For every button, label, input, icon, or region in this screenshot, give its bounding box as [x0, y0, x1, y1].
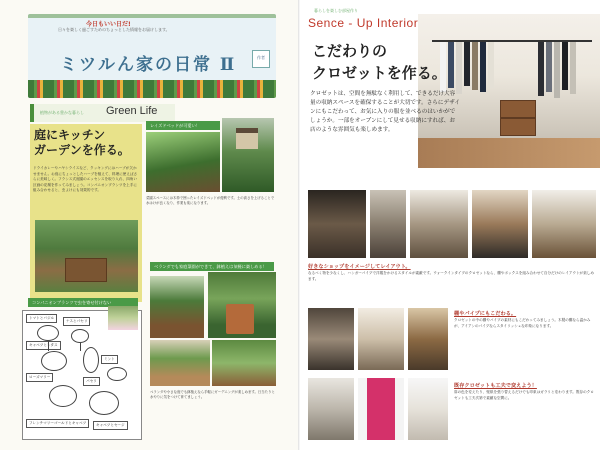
companion-caption: コンパニオンプランツで虫を寄せ付けない: [28, 298, 138, 307]
drawer-unit: [500, 118, 536, 136]
right-page: [300, 0, 603, 450]
shop-closet-photo-3: [410, 190, 468, 258]
green-life-title: Green Life: [106, 105, 158, 117]
headline-line-1: 庭にキッチン: [34, 128, 106, 142]
raised-bed-photo: [146, 132, 220, 192]
pipe-photo-3: [408, 308, 448, 370]
door-photo-3: [408, 378, 448, 440]
garment: [472, 42, 478, 90]
closet-title-line-1: こだわりの: [312, 42, 388, 60]
pipe-photo-2: [358, 308, 404, 370]
door-photo-1: [308, 378, 354, 440]
flowerbed-photo: [108, 306, 138, 330]
door-caption: 既存クロゼットも工夫で変えよう！: [454, 383, 537, 389]
garment: [562, 42, 568, 90]
magazine-banner: [28, 14, 276, 98]
eggplant-sketch: [71, 329, 89, 343]
stem-line: [48, 341, 49, 351]
author-badge: 作者: [252, 50, 270, 68]
companion-label-2: ナスとパセリ: [63, 317, 90, 326]
stem-line: [80, 343, 81, 351]
garment: [488, 42, 494, 88]
pipe-photo-1: [308, 308, 354, 370]
raised-bed-caption: レイズドベッドが可愛い！: [146, 121, 220, 130]
wood-floor: [418, 138, 600, 168]
interior-subtitle: 暮らしを楽しむ部屋作り: [314, 8, 358, 13]
shop-closet-photo-1: [308, 190, 366, 258]
door-text: 扉の色を変えたり、壁紙を張り替えるだけでも印象はガラリと変わります。既存のクロゼットも工夫次第で素敵な空間に。: [454, 390, 594, 400]
garment: [448, 42, 454, 88]
green-life-small-label: 植物がある豊かな暮らし: [40, 110, 84, 115]
magazine-title: ミツルん家の日常 Ⅱ: [60, 55, 237, 75]
door-photo-pink: [358, 378, 404, 440]
cabbage-sketch: [41, 351, 67, 371]
greenhouse-photo: [222, 118, 274, 192]
leaf-border: [28, 14, 276, 18]
garment: [554, 42, 560, 98]
raised-bed-body: 菜園スペースには木枠で囲ったレイズドベッドが便利です。土の高さを上げることで水はけが良くなり、作業も楽になります。: [146, 196, 275, 206]
tomato-sketch: [37, 325, 59, 341]
shop-closet-photo-5: [532, 190, 596, 258]
banner-subline: 日々を楽しく過ごすためのちょっとした情報をお届けします。: [58, 27, 170, 32]
kitchen-garden-photo: [35, 220, 138, 292]
companion-label-4: ミント: [101, 355, 118, 364]
companion-label-1: トマトとバジル: [26, 314, 57, 323]
companion-label-5: パセリ: [83, 377, 100, 386]
garment: [546, 42, 552, 92]
rosemary-sketch: [49, 385, 77, 407]
closet-title-line-2: クロゼットを作る。: [312, 64, 447, 82]
pot-row-photo: [150, 340, 210, 386]
pipe-text: クロゼットの中の棚やパイプの素材にもこだわってみましょう。木製の棚なら温かみが、アイアンのパイプならスタイリッシュな印象になります。: [454, 318, 591, 328]
pots-body: ベランダや小さな庭でも鉢植えなら手軽にガーデニングが楽しめます。日当たりと水やりに気をつけて育てましょう。: [150, 390, 275, 400]
potted-plant-photo: [208, 272, 276, 338]
companion-label-7: フレンチマリーゴールドとキャベツ: [26, 419, 89, 428]
shop-text: なるべく物を少なくし、ハンガーパイプで洋服をかけるスタイルが素敵です。ウォークインタイプのクロゼットなら、棚やボックスを組み合わせて自分だけのレイアウトが楽しめます。: [308, 271, 594, 281]
kitchen-garden-headline: [34, 128, 130, 158]
garment: [464, 42, 470, 86]
headline-line-2: ガーデンを作る。: [34, 143, 130, 157]
companion-label-8: キャベツとセージ: [93, 421, 128, 430]
closet-intro: クロゼットは、空間を無駄なく利用して、できるだけ大容量の収納スペースを確保することが大切です。さらにデザインにもこだわって、お気に入りの服を並べるのはいかがでしょうか。一部をオープンにして見せる収納にすれば、お店のような雰囲気も楽しめます。: [310, 91, 460, 133]
companion-label-6: ローズマリー: [26, 373, 53, 382]
bed-sketch: [89, 391, 119, 415]
shop-caption: 好きなショップをイメージしてレイアウト。: [308, 264, 411, 270]
garment: [456, 42, 462, 94]
flower-border: [28, 80, 276, 98]
bench-garden-photo: [150, 276, 204, 338]
banner-tagline: 今日もいい日だ!: [86, 21, 131, 28]
closet-title: [312, 40, 447, 84]
drawer-unit: [500, 100, 536, 118]
shop-closet-photo-2: [370, 190, 406, 258]
garment: [570, 42, 576, 94]
mint-sketch: [107, 367, 127, 381]
leek-sketch: [83, 347, 99, 373]
garment: [480, 42, 486, 92]
left-page: [0, 0, 300, 450]
kitchen-garden-body: ドライカレーやハヤシライスなど、クッキングにはハーブが欠かせません。お庭にちょっとしたハーブを植えて、料理に使えばさらに美味しく。フランス式庭園のエッセンスを取り入れ、四角い区画の花壇を作ってみましょう。コンパニオンプランツを上手に組み合わせると、虫よけにも効果的です。: [33, 166, 138, 193]
companion-label-3: キャベツとレタス: [26, 341, 61, 350]
shop-closet-photo-4: [472, 190, 528, 258]
kitchen-garden-article: [30, 124, 142, 302]
sence-up-logo: Sence - Up Interior: [308, 16, 419, 30]
garment: [538, 42, 544, 96]
pipe-caption: 棚やパイプにもこだわる。: [454, 311, 517, 317]
green-life-header: [30, 104, 175, 122]
planter-photo: [212, 340, 276, 386]
pots-caption: ベランダでも家庭菜園ができて、鉢植えは気軽に楽しめる！: [150, 262, 274, 271]
